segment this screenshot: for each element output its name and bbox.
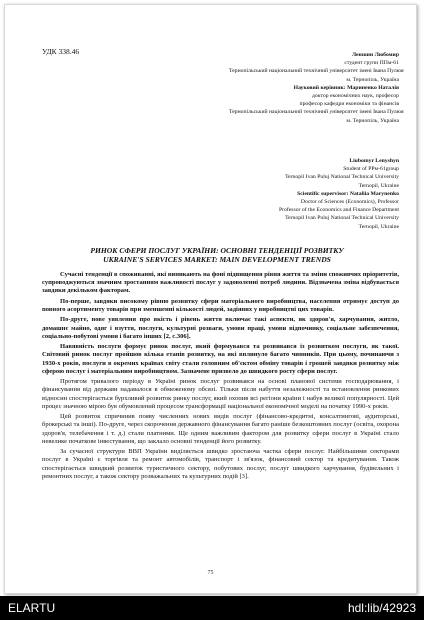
author-ua-line: студент групи ППм-61 xyxy=(344,60,399,67)
author-en-line: Ternopil Ivan Puluj National Technical University xyxy=(285,215,399,222)
body-paragraph: По-друге, нове уявлення про якість і рівень життя включає такі аспекти, як здоров'я, харчування, житло, домашнє майно, одяг і взуття, послуги, культурні розваги, умови праці, умови відпочинку, соціальне забезпечення, соціально-побутові умови і багато інших [2, с.306]. xyxy=(42,316,399,340)
author-ua-line: Тернопільський національний технічний університет імені Івана Пулюя xyxy=(229,68,404,75)
author-ua-line: професор кафедри економіки та фінансів xyxy=(299,101,399,108)
author-en-line: Ternopil Ivan Puluj National Technical University xyxy=(285,174,399,181)
author-ua-line: м. Тернопіль, Україна xyxy=(346,76,399,83)
title-english: UKRAINE'S SERVICES MARKET: MAIN DEVELOPMENT TRENDS xyxy=(103,255,331,265)
author-ua-line: Тернопільський національний технічний університет імені Івана Пулюя xyxy=(229,109,404,116)
udk-code: УДК 338.46 xyxy=(42,47,80,56)
body-paragraph: По-перше, завдяки високому рівню розвитку сфери матеріального виробництва, населення отримує доступ до повного асортименту товарів при зменшенні кількості людей, задіяних у виробництві цих товарів. xyxy=(42,297,399,313)
author-ua-line: м. Тернопіль, Україна xyxy=(346,117,399,124)
author-ua-line: Науковий керівник: Мариненко Наталія xyxy=(293,84,399,91)
author-en-line: Liubomyr Lenyshyn xyxy=(349,158,399,164)
author-ua-line: доктор економічних наук, професор xyxy=(312,93,399,100)
document-page xyxy=(4,4,417,594)
author-en-line: Student of PPм-61group xyxy=(343,166,399,173)
body-paragraph: Сучасні тенденції в споживанні, які виникають на фоні підвищення рівня життя та зміни споживчих пріоритетів, супроводжуються значним зростанням важливості послуг у задоволенні потреб людини. Відзначена зміна відбувається завдяки декільком факторам. xyxy=(42,271,399,295)
body-paragraph: За сучасної структури ВВП України виділяється швидко зростаюча частка сфери послуг. Найбільшими секторами послуг в Україні є торгівля та ремонт автомобілів, транспорт і зв'язок, фінансовий сектор та кредитування. Також спостерігається швидкий розвиток туристичного сектору, побутових послуг, послуг швидкого харчування, будівельних і ремонтних послуг, а також сектору розважальних та культурних подій [3]. xyxy=(42,448,399,480)
footer-repository-name: ELARTU xyxy=(8,601,56,615)
author-en-line: Ternopil, Ukraine xyxy=(358,223,399,230)
author-en-line: Professor of the Economics and Finance Department xyxy=(278,207,399,214)
article-body xyxy=(42,271,399,483)
footer-bar xyxy=(0,596,424,620)
footer-handle: hdl:lib/42923 xyxy=(347,601,416,615)
body-paragraph: Цей розвиток спричинив появу численних нових видів послуг (фінансово-кредитні, консалтингові, аудиторські, брокерські та інші). По-друге, через скорочення державного фінансування багато раніше безкоштовних послуг (освіта, охорона здоров'я, телебачення і т. д.) стали платними. Ще одним важливим фактором для розвитку сфери послуг в Україні стало невелике початкове інвестування, що заклало основні тенденції його розвитку. xyxy=(42,413,399,445)
page-number: 75 xyxy=(207,570,214,576)
author-en-line: Ternopil, Ukraine xyxy=(358,182,399,189)
body-paragraph: Протягом тривалого періоду в Україні ринок послуг розвивався на основі планової системи господарювання, і фінансування від держави надавалося в обмеженому обсязі. Тільки після набуття незалежності та встановлення ринкових відносин спостерігається бурхливий розвиток ринку послуг, який охопив всі регіони країни і набув великої популярності. Цей процес значною мірою був обумовлений процесом трансформації національної економічної моделі на початку 1990-х років. xyxy=(42,378,399,410)
article-title xyxy=(35,246,399,265)
author-block-english xyxy=(229,157,399,231)
author-block-ukrainian xyxy=(229,51,404,125)
body-paragraph: Навявність послуги формує ринок послуг, який формувався та розвивався із розвитком послуги, як такої. Світовий ринок послуг пройшов кілька етапів розвитку, на які вплинуло багато чинників. При цьому, починаючи з 1930-х років, послуги в окремих країнах світу стали головним об'єктом обміну товарів і грошей завдяки розвитку між сферою послуг і матеріальним виробництвом. Зазначене призвело до швидкого росту сфери послуг. xyxy=(42,343,399,375)
author-en-line: Scientific supervisor: Nataliia Marynenko xyxy=(297,190,399,197)
author-ua-line: Леншин Любомир xyxy=(351,52,399,58)
title-ukrainian: РИНОК СФЕРИ ПОСЛУГ УКРАЇНИ: ОСНОВНІ ТЕНДЕНЦІЇ РОЗВИТКУ xyxy=(90,246,344,255)
author-en-line: Doctor of Sciences (Economics), Professor xyxy=(300,199,399,206)
